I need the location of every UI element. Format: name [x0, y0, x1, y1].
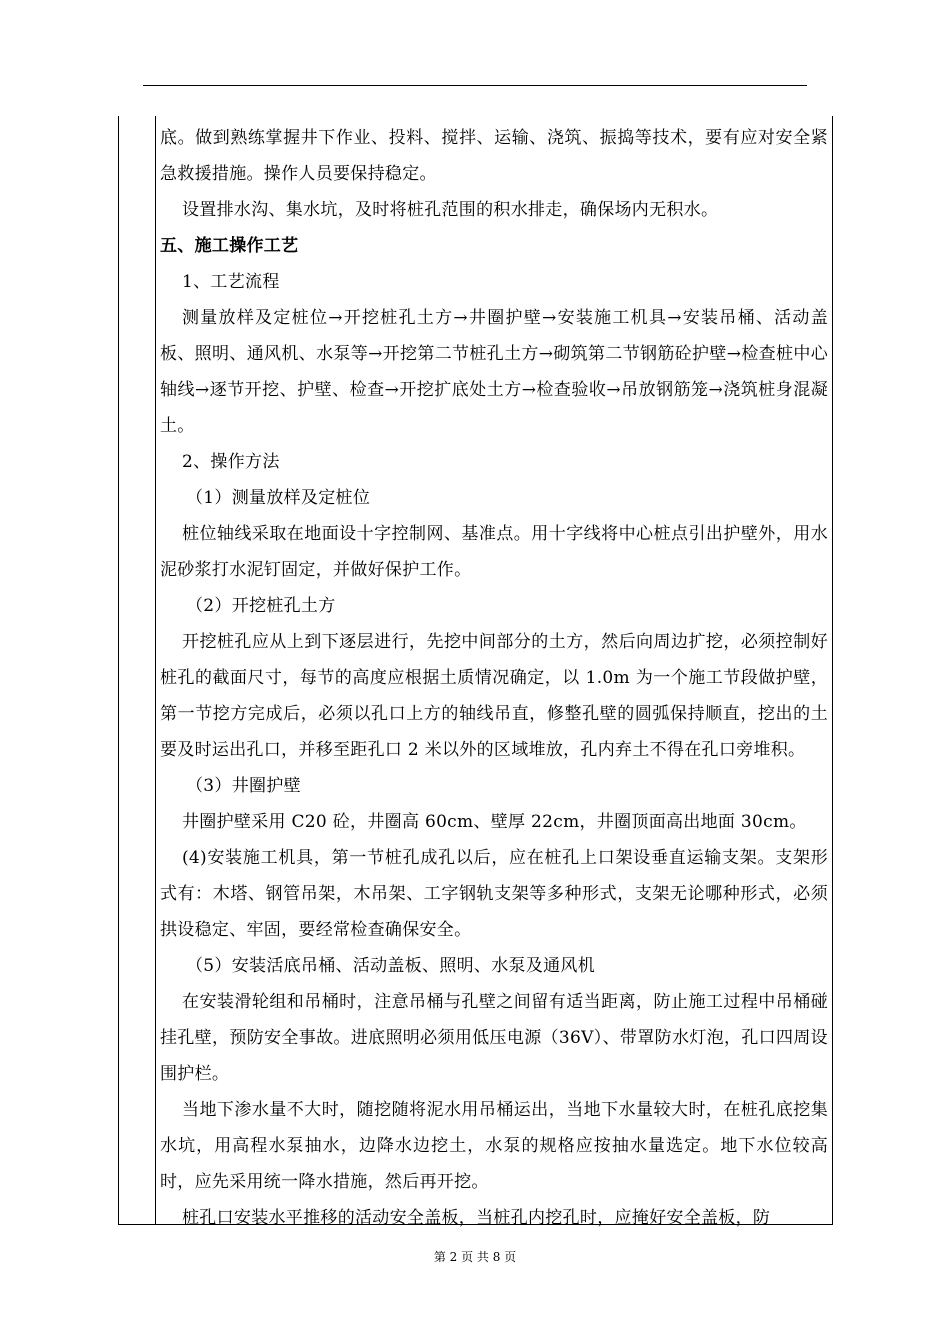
- paragraph-cover-plate: 桩孔口安装水平推移的活动安全盖板，当桩孔内挖孔时，应掩好安全盖板，防: [182, 1208, 771, 1228]
- subheading-process-flow: 1、工艺流程: [182, 272, 280, 292]
- paragraph-machinery: (4)安装施工机具，第一节桩孔成孔以后，应在桩孔上口架设垂直运输支架。支架形式有：木塔、钢管吊架，木吊架、工字钢轨支架等多种形式，支架无论哪种形式，必须拱设稳定、牢固，要经常检查确保安全。: [160, 848, 828, 940]
- section-heading: 五、施工操作工艺: [160, 236, 299, 256]
- page-number: 第 2 页 共 8 页: [433, 1250, 517, 1264]
- paragraph-process-flow: 测量放样及定桩位→开挖桩孔土方→井圈护壁→安装施工机具→安装吊桶、活动盖板、照明、通风机、水泵等→开挖第二节桩孔土方→砌筑第二节钢筋砼护壁→检查桩中心轴线→逐节开挖、护壁、检查→开挖扩底处土方→检查验收→吊放钢筋笼→浇筑桩身混凝土。: [160, 308, 828, 436]
- table-left-border: [118, 116, 119, 1224]
- paragraph-survey: 桩位轴线采取在地面设十字控制网、基准点。用十字线将中心桩点引出护壁外，用水泥砂浆打水泥钉固定，并做好保护工作。: [160, 524, 828, 580]
- subheading-bucket-install: （5）安装活底吊桶、活动盖板、照明、水泵及通风机: [186, 956, 596, 976]
- subheading-survey: （1）测量放样及定桩位: [186, 488, 371, 508]
- header-rule: [143, 85, 807, 86]
- subheading-excavation: （2）开挖桩孔土方: [186, 596, 336, 616]
- table-column-divider: [155, 116, 156, 1224]
- paragraph-pulley: 在安装滑轮组和吊桶时，注意吊桶与孔壁之间留有适当距离，防止施工过程中吊桶碰挂孔壁，预防安全事故。进底照明必须用低压电源（36V）、带罩防水灯泡，孔口四周设围护栏。: [160, 992, 828, 1084]
- paragraph-excavation: 开挖桩孔应从上到下逐层进行，先挖中间部分的土方，然后向周边扩挖，必须控制好桩孔的截面尺寸，每节的高度应根据土质情况确定，以 1.0m 为一个施工节段做护壁，第一节挖方完成后，必须以孔口上方的轴线吊直，修整孔壁的圆弧保持顺直，挖出的土要及时运出孔口，并移至距孔口 2 米以外的区域堆放，孔内弃土不得在孔口旁堆积。: [160, 632, 828, 760]
- subheading-well-ring: （3）井圈护壁: [186, 776, 301, 796]
- paragraph-continuation: 底。做到熟练掌握井下作业、投料、搅拌、运输、浇筑、振捣等技术，要有应对安全紧急救援措施。操作人员要保持稳定。: [160, 128, 828, 184]
- subheading-operation-method: 2、操作方法: [182, 452, 280, 472]
- paragraph-water: 当地下渗水量不大时，随挖随将泥水用吊桶运出，当地下水量较大时，在桩孔底挖集水坑，用高程水泵抽水，边降水边挖土，水泵的规格应按抽水量选定。地下水位较高时，应先采用统一降水措施，然后再开挖。: [160, 1100, 828, 1192]
- paragraph-well-ring: 井圈护壁采用 C20 砼，井圈高 60cm、壁厚 22cm，井圈顶面高出地面 30cm。: [182, 812, 807, 832]
- paragraph-drainage: 设置排水沟、集水坑，及时将桩孔范围的积水排走，确保场内无积水。: [182, 200, 719, 220]
- document-body: [160, 120, 828, 1236]
